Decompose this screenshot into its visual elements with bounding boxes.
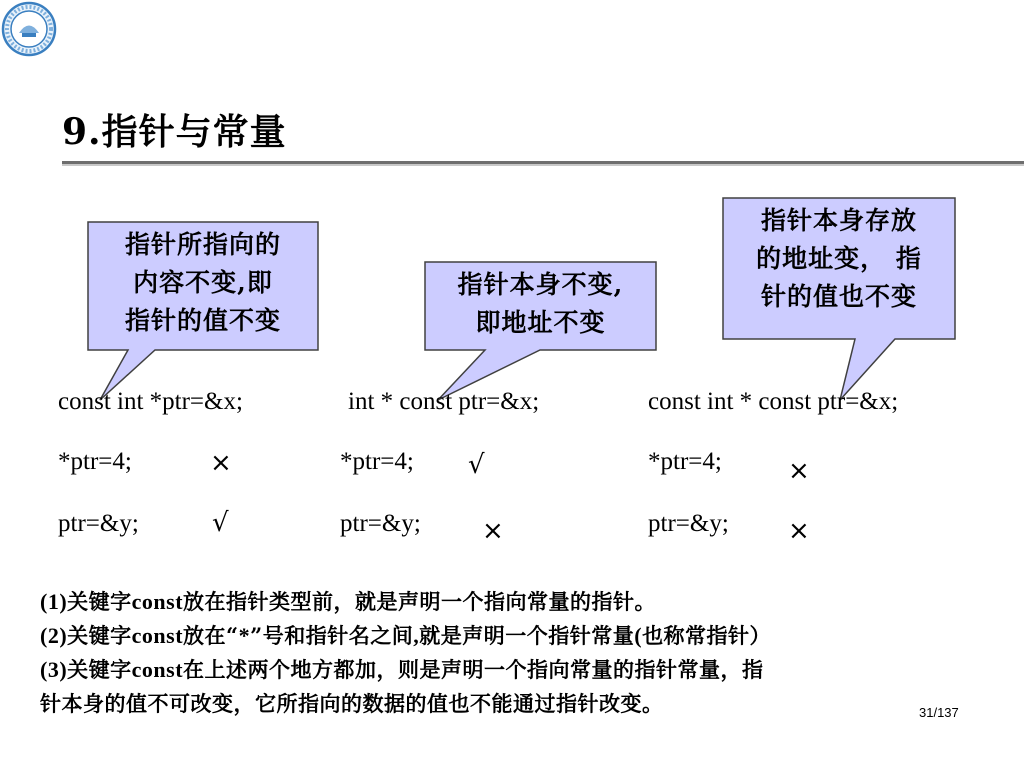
callout-line: 指针所指向的	[124, 230, 281, 259]
note-segment: (	[634, 623, 643, 648]
cross-icon: ×	[210, 448, 232, 478]
cross-icon: ×	[482, 516, 504, 546]
note-line-3	[40, 654, 764, 684]
note-segment: ,	[413, 623, 420, 648]
note-segment: *	[238, 623, 251, 648]
note-segment: 在上述两个地方都加，则是声明一个指向常量的指针常量，指	[183, 657, 764, 682]
note-segment: 针本身的值不可改变，它所指向的数据的值也不能通过指针改变。	[40, 691, 664, 716]
slide-title: 9.指针与常量	[62, 111, 287, 153]
note-segment: 关键字	[67, 623, 132, 648]
note-segment: (2)	[40, 623, 68, 648]
statement-assign-3: ptr=&y;	[648, 510, 729, 537]
note-segment: const	[131, 589, 184, 614]
callout-line: 即地址不变	[475, 308, 606, 337]
note-segment: 也称常指针）	[642, 623, 772, 648]
statement-assign-2: ptr=&y;	[340, 510, 421, 537]
note-segment: 放在指针类型前，就是声明一个指向常量的指针。	[183, 589, 657, 614]
cross-icon: ×	[788, 456, 810, 486]
statement-deref-1: *ptr=4;	[58, 448, 132, 475]
callout-text-3	[723, 198, 955, 339]
callout-line: 的地址变， 指	[756, 244, 922, 273]
cross-icon: ×	[788, 516, 810, 546]
page-number: 31/137	[919, 705, 959, 720]
statement-assign-1: ptr=&y;	[58, 510, 139, 537]
note-segment: const	[131, 623, 184, 648]
callout-text-2	[425, 262, 656, 350]
note-segment: const	[131, 657, 184, 682]
check-icon: √	[212, 508, 229, 538]
check-icon: √	[468, 450, 485, 480]
callout-line: 指针的值不变	[124, 306, 281, 335]
callout-line: 指针本身存放	[760, 206, 917, 235]
note-segment: (1)	[40, 589, 68, 614]
callout-line: 内容不变,即	[133, 268, 273, 297]
statement-deref-3: *ptr=4;	[648, 448, 722, 475]
declaration-2: int * const ptr=&x;	[348, 388, 540, 415]
statement-deref-2: *ptr=4;	[340, 448, 414, 475]
note-segment: 就是声明一个指针常量	[419, 623, 635, 648]
callout-line: 针的值也不变	[760, 282, 917, 311]
callout-text-1	[88, 222, 318, 350]
note-line-2	[40, 620, 771, 650]
declaration-3: const int * const ptr=&x;	[648, 388, 899, 415]
note-line-4	[40, 688, 664, 718]
note-segment: 关键字	[67, 589, 132, 614]
callout-line: 指针本身不变,	[457, 270, 624, 299]
declaration-1: const int *ptr=&x;	[58, 388, 243, 415]
note-segment: ”号和指针名之间	[250, 623, 414, 648]
note-segment: 放在“	[183, 623, 239, 648]
note-line-1	[40, 586, 656, 616]
note-segment: (3)	[40, 657, 68, 682]
note-segment: 关键字	[67, 657, 132, 682]
